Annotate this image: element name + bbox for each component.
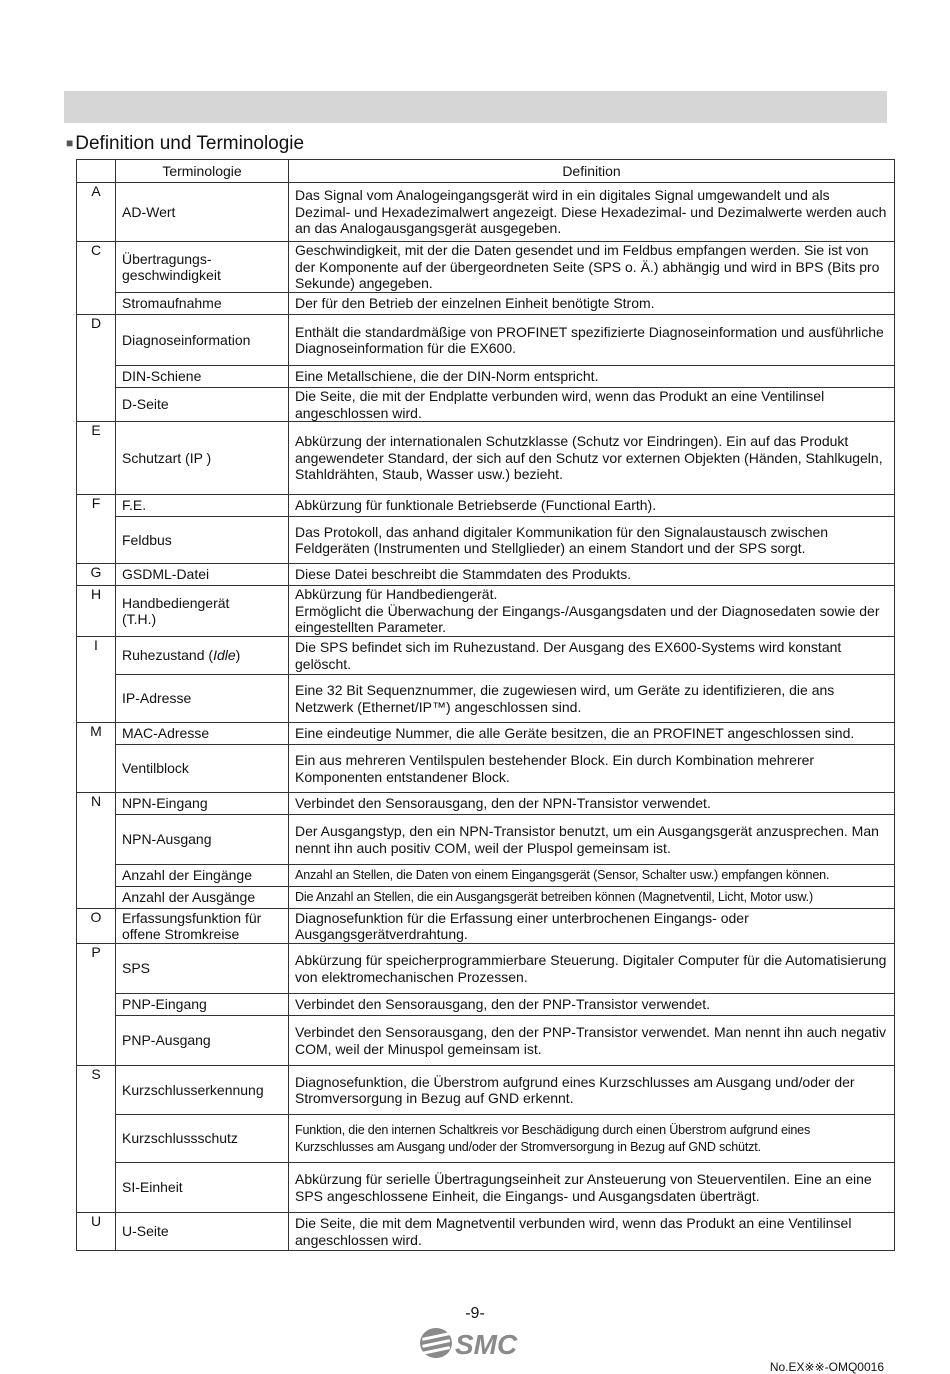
row-definition: Enthält die standardmäßige von PROFINET spezifizierte Diagnoseinformation und ausführliche Diagnoseinformation für die EX600. (289, 315, 895, 366)
header-letter (77, 160, 116, 183)
row-letter: C (77, 242, 116, 293)
document-number: No.EX※※-OMQ0016 (769, 1360, 884, 1374)
table-row (77, 723, 895, 745)
table-row (77, 745, 895, 793)
table-row (77, 1213, 895, 1251)
row-letter (77, 1163, 116, 1213)
table-row (77, 865, 895, 887)
row-letter: E (77, 422, 116, 495)
row-letter (77, 293, 116, 315)
row-definition: Der Ausgangstyp, den ein NPN-Transistor benutzt, um ein Ausgangsgerät anzusprechen. Man nennt ihn auch positiv COM, weil der Pluspol gemeinsam ist. (289, 815, 895, 865)
row-term: Feldbus (116, 517, 289, 564)
row-definition: Abkürzung für funktionale Betriebserde (Functional Earth). (289, 495, 895, 517)
table-row (77, 1066, 895, 1115)
row-letter (77, 366, 116, 388)
row-term: Kurzschlusserkennung (116, 1066, 289, 1115)
row-definition: Der für den Betrieb der einzelnen Einheit benötigte Strom. (289, 293, 895, 315)
row-definition: Diagnosefunktion für die Erfassung einer unterbrochenen Eingangs- oder Ausgangsgerätverdrahtung. (289, 909, 895, 944)
header-terminology: Terminologie (116, 160, 289, 183)
table-row (77, 315, 895, 366)
row-letter: N (77, 793, 116, 815)
terminology-table (76, 159, 895, 1251)
section-bullet: ■ (66, 136, 74, 150)
row-term: Stromaufnahme (116, 293, 289, 315)
table-row (77, 366, 895, 388)
row-definition: Diese Datei beschreibt die Stammdaten des Produkts. (289, 564, 895, 586)
term-italic: Idle (213, 647, 236, 664)
row-term: Diagnoseinformation (116, 315, 289, 366)
row-term: NPN-Eingang (116, 793, 289, 815)
row-definition: Verbindet den Sensorausgang, den der PNP-Transistor verwendet. Man nennt ihn auch negativ COM, weil der Minuspol gemeinsam ist. (289, 1016, 895, 1066)
row-term: U-Seite (116, 1213, 289, 1251)
smc-logo (419, 1326, 531, 1360)
header-bar (64, 91, 887, 123)
row-letter: A (77, 183, 116, 242)
row-term: NPN-Ausgang (116, 815, 289, 865)
row-letter (77, 865, 116, 887)
row-letter (77, 815, 116, 865)
row-definition: Eine 32 Bit Sequenznummer, die zugewiesen wird, um Geräte zu identifizieren, die ans Netzwerk (Ethernet/IP™) angeschlossen sind. (289, 675, 895, 723)
row-definition: Eine eindeutige Nummer, die alle Geräte besitzen, die an PROFINET angeschlossen sind. (289, 723, 895, 745)
row-term: Anzahl der Ausgänge (116, 887, 289, 909)
row-term: SPS (116, 944, 289, 994)
table-row (77, 293, 895, 315)
logo-text: SMC (455, 1329, 518, 1360)
row-term: Handbediengerät (T.H.) (116, 586, 289, 637)
table-row (77, 994, 895, 1016)
header-definition: Definition (289, 160, 895, 183)
table-row (77, 564, 895, 586)
row-term: Erfassungsfunktion für offene Stromkreise (116, 909, 289, 944)
row-letter (77, 745, 116, 793)
row-term: DIN-Schiene (116, 366, 289, 388)
row-definition: Anzahl an Stellen, die Daten von einem Eingangsgerät (Sensor, Schalter usw.) empfangen können. (289, 865, 895, 887)
row-letter (77, 1115, 116, 1163)
table-row (77, 388, 895, 422)
row-term: AD-Wert (116, 183, 289, 242)
row-letter (77, 388, 116, 422)
table-row (77, 183, 895, 242)
row-letter (77, 1016, 116, 1066)
row-letter: O (77, 909, 116, 944)
row-definition: Abkürzung für Handbediengerät. Ermöglicht die Überwachung der Eingangs-/Ausgangsdaten und der Diagnosedaten sowie der eingestellten Parameter. (289, 586, 895, 637)
row-definition: Diagnosefunktion, die Überstrom aufgrund eines Kurzschlusses am Ausgang und/oder der Stromversorgung in Bezug auf GND erkennt. (289, 1066, 895, 1115)
row-definition: Die Seite, die mit der Endplatte verbunden wird, wenn das Produkt an eine Ventilinsel angeschlossen wird. (289, 388, 895, 422)
table-row (77, 1163, 895, 1213)
table-row (77, 887, 895, 909)
row-definition: Abkürzung für speicherprogrammierbare Steuerung. Digitaler Computer für die Automatisierung von elektromechanischen Prozessen. (289, 944, 895, 994)
table-row (77, 944, 895, 994)
row-definition: Geschwindigkeit, mit der die Daten gesendet und im Feldbus empfangen werden. Sie ist von der Komponente auf der übergeordneten Seite (SPS o. Ä.) abhängig und wird in BPS (Bits pro Sekunde) angegeben. (289, 242, 895, 293)
row-definition: Das Protokoll, das anhand digitaler Kommunikation für den Signalaustausch zwischen Feldgeräten (Instrumenten und Stellglieder) an einem Standort und der SPS sorgt. (289, 517, 895, 564)
row-letter: S (77, 1066, 116, 1115)
row-definition: Verbindet den Sensorausgang, den der PNP-Transistor verwendet. (289, 994, 895, 1016)
row-term: SI-Einheit (116, 1163, 289, 1213)
table-row (77, 586, 895, 637)
row-term: Kurzschlussschutz (116, 1115, 289, 1163)
row-letter: M (77, 723, 116, 745)
row-letter: I (77, 637, 116, 675)
row-definition: Abkürzung der internationalen Schutzklasse (Schutz vor Eindringen). Ein auf das Produkt angewendeter Standard, der sich auf den Schutz vor externen Objekten (Händen, Stahlkugeln, Stahldrähten, Staub, Wasser usw.) bezieht. (289, 422, 895, 495)
row-definition: Eine Metallschiene, die der DIN-Norm entspricht. (289, 366, 895, 388)
row-term: MAC-Adresse (116, 723, 289, 745)
row-term: IP-Adresse (116, 675, 289, 723)
table-row (77, 793, 895, 815)
table-row (77, 1115, 895, 1163)
row-letter: H (77, 586, 116, 637)
row-definition: Die SPS befindet sich im Ruhezustand. Der Ausgang des EX600-Systems wird konstant gelöscht. (289, 637, 895, 675)
table-row (77, 242, 895, 293)
row-definition: Die Anzahl an Stellen, die ein Ausgangsgerät betreiben können (Magnetventil, Licht, Motor usw.) (289, 887, 895, 909)
table-row (77, 517, 895, 564)
row-letter (77, 517, 116, 564)
row-definition: Die Seite, die mit dem Magnetventil verbunden wird, wenn das Produkt an eine Ventilinsel angeschlossen wird. (289, 1213, 895, 1251)
row-letter: G (77, 564, 116, 586)
row-definition: Ein aus mehreren Ventilspulen bestehender Block. Ein durch Kombination mehrerer Komponenten entstandener Block. (289, 745, 895, 793)
row-term: D-Seite (116, 388, 289, 422)
row-letter: P (77, 944, 116, 994)
row-definition: Abkürzung für serielle Übertragungseinheit zur Ansteuerung von Steuerventilen. Eine an eine SPS angeschlossene Einheit, die Eingangs- und Ausgangsdaten überträgt. (289, 1163, 895, 1213)
row-definition: Verbindet den Sensorausgang, den der NPN-Transistor verwendet. (289, 793, 895, 815)
row-term: PNP-Ausgang (116, 1016, 289, 1066)
row-letter (77, 994, 116, 1016)
table-row (77, 1016, 895, 1066)
row-term: Übertragungs- geschwindigkeit (116, 242, 289, 293)
row-term: GSDML-Datei (116, 564, 289, 586)
row-term: PNP-Eingang (116, 994, 289, 1016)
table-row (77, 909, 895, 944)
table-row (77, 422, 895, 495)
row-definition: Das Signal vom Analogeingangsgerät wird in ein digitales Signal umgewandelt und als Dezimal- und Hexadezimalwert angezeigt. Diese Hexadezimal- und Dezimalwerte werden auch an das Analogausgangsgerät ausgegeben. (289, 183, 895, 242)
row-term: Ruhezustand (Idle) (116, 637, 289, 675)
table-row (77, 637, 895, 675)
row-term: F.E. (116, 495, 289, 517)
table-row (77, 495, 895, 517)
table-row (77, 815, 895, 865)
table-row (77, 675, 895, 723)
row-letter (77, 887, 116, 909)
section-title-text: Definition und Terminologie (75, 133, 305, 154)
row-letter: D (77, 315, 116, 366)
row-term: Ventilblock (116, 745, 289, 793)
row-term: Schutzart (IP ) (116, 422, 289, 495)
row-definition: Funktion, die den internen Schaltkreis vor Beschädigung durch einen Überstrom aufgrund eines Kurzschlusses am Ausgang und/oder der Stromversorgung in Bezug auf GND schützt. (289, 1115, 895, 1163)
row-letter (77, 675, 116, 723)
page-number: -9- (465, 1305, 485, 1322)
row-term: Anzahl der Eingänge (116, 865, 289, 887)
section-title (66, 133, 304, 155)
row-letter: F (77, 495, 116, 517)
row-letter: U (77, 1213, 116, 1251)
table-header-row (77, 160, 895, 183)
